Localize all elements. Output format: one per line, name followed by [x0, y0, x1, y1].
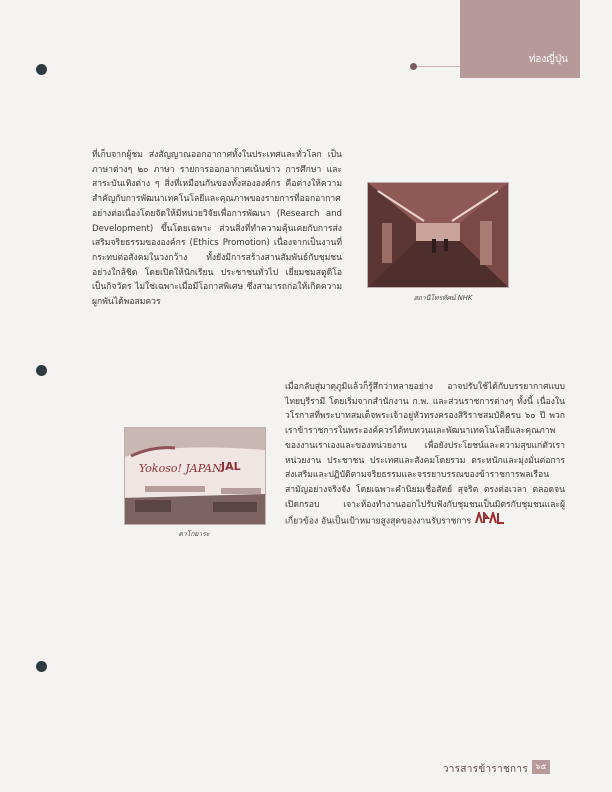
- airplane-photo-caption: ตาโกยาระ: [178, 530, 210, 538]
- binder-hole-icon: [36, 64, 47, 75]
- article-column-1: [92, 148, 342, 310]
- binder-hole-icon: [36, 365, 47, 376]
- header-rule: [412, 66, 460, 67]
- page-number: ๖๕: [532, 760, 550, 774]
- article-column-2: [285, 380, 565, 530]
- nhk-photo-caption: สถานีโทรทัศน์ NHK: [413, 294, 473, 302]
- tail-text: JAL: [221, 460, 241, 473]
- section-label: ท่องญี่ปุ่น: [528, 54, 568, 65]
- corridor-illustration: [368, 183, 508, 287]
- nhk-studio-photo: [367, 182, 509, 288]
- header-dot-icon: [410, 63, 417, 70]
- paragraph-text: เมื่อกลับสู่มาตุภูมิแล้วก็รู้สึกว่าหลายอย่าง อาจปรับใช้ได้กับบรรยากาศแบบไทยบุรีรามี โดยเริ่มจากสำนักงาน ก.พ. และส่วนราชการต่างๆ ทั้งนี้ เนื่องในวโรกาสที่พระบาทสมเด็จพระเจ้าอยู่หัวทรงครองสิริราชสมบัติครบ ๖๐ ปี พวกเราข้าราชการในพระองค์ควรได้ทบทวนและพัฒนาเทคโนโลยีและคุณภาพของงานเราเองและของหน่วยงาน เพื่อยังประโยชน์และความสุขแก่ตัวเรา หน่วยงาน ประชาชน ประเทศและสังคมโดยรวม ตระหนักและมุ่งมั่นต่อการส่งเสริมและปฏิบัติตามจริยธรรมและจรรยาบรรณของข้าราชการพลเรือนสามัญอย่างจริงจัง โดยเฉพาะคำนิยมเชื่อสัตย์ สุจริต ตรงต่อเวลา ตลอดจนเปิดกรอบ เจาะห้องทำงานออกไปรับฟังกับชุมชนเป็นมิตรกับชุมชนและผู้เกี่ยวข้อง อันเป็นเป้าหมายสูงสุดของงานรับราชการ: [285, 382, 565, 527]
- paragraph: [285, 380, 565, 530]
- airplane-illustration: [125, 428, 265, 524]
- ocsc-logo-icon: [475, 512, 505, 530]
- binder-hole-icon: [36, 661, 47, 672]
- paragraph: ที่เก็บจากผู้ชม ส่งสัญญาณออกอากาศทั้งในประเทศและทั่วโลก เป็นภาษาต่างๆ ๒๐ ภาษา รายการออกอากาศเน้นข่าว การศึกษา และสาระบันเทิงต่าง ๆ สิ่งที่เหมือนกันของทั้งสององค์กร คือต่างให้ความสำคัญกับการพัฒนาเทคโนโลยีและคุณภาพของรายการที่ออกอากาศอย่างต่อเนื่องโดยจัดให้มีหน่วยวิจัยเพื่อการพัฒนา (Research and Development) ขึ้นโดยเฉพาะ ส่วนสิ่งที่ทำความคุ้นเคยกับการส่งเสริมจริยธรรมขององค์กร (Ethics Promotion) เนื่องจากเป็นงานที่กระทบต่อสังคมในวงกว้าง ทั้งยังมีการสร้างสานสัมพันธ์กับชุมชนอย่างใกล้ชิด โดยเปิดให้นักเรียน ประชาชนทั่วไป เยี่ยมชมสตูดิโอเป็นกิจวัตร ไม่ใช่เฉพาะเมื่อมีโอกาสพิเศษ ซึ่งสามารถก่อให้เกิดความผูกพันได้พอสมควร: [92, 150, 342, 308]
- airplane-photo: [124, 427, 266, 525]
- livery-text: Yokoso! JAPAN: [139, 462, 222, 475]
- journal-title: วารสารข้าราชการ: [442, 764, 528, 775]
